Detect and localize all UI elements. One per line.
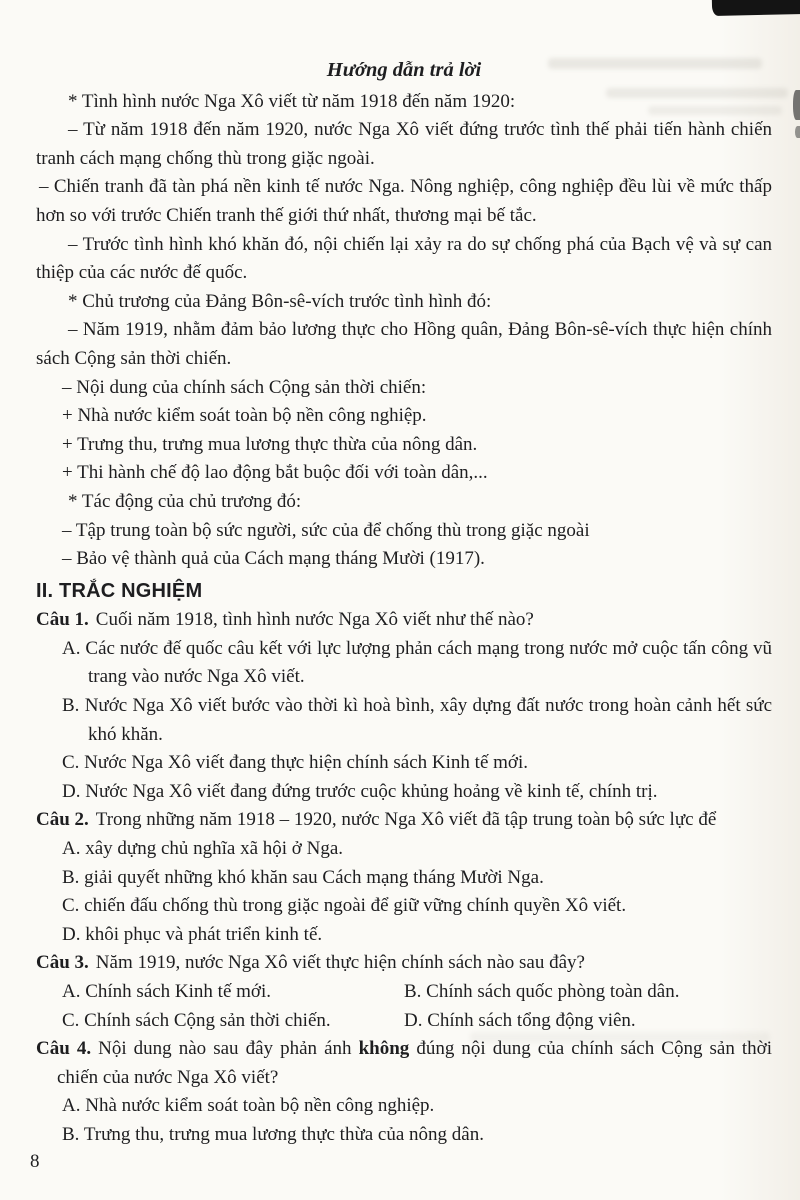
question-body: Trong những năm 1918 – 1920, nước Nga Xô viết đã tập trung toàn bộ sức lực để [95, 809, 717, 831]
guide-paragraph: * Tình hình nước Nga Xô viết từ năm 1918 đến năm 1920: [68, 90, 516, 112]
guide-paragraph: + Trưng thu, trưng mua lương thực thừa của nông dân. [62, 433, 478, 455]
answer-option: B. Chính sách quốc phòng toàn dân. [404, 981, 680, 1002]
question-text [36, 606, 772, 635]
guide-paragraph: – Chiến tranh đã tàn phá nền kinh tế nước Nga. Nông nghiệp, công nghiệp đều lùi về mức thấp hơn so với trước Chiến tranh thế giới thứ nhất, thương mại bế tắc. [36, 176, 772, 226]
question-block-4 [36, 1035, 772, 1149]
question-bold-word: không [358, 1038, 410, 1060]
guide-paragraph: + Thi hành chế độ lao động bắt buộc đối với toàn dân,... [62, 462, 488, 484]
answer-option: A. Nhà nước kiểm soát toàn bộ nền công nghiệp. [62, 1095, 435, 1117]
question-block-3 [36, 949, 772, 1035]
question-label: Câu 3. [36, 952, 89, 974]
section-heading: II. TRẮC NGHIỆM [36, 579, 203, 602]
answer-option: C. chiến đấu chống thù trong giặc ngoài để giữ vững chính quyền Xô viết. [62, 895, 627, 917]
answer-option: C. Nước Nga Xô viết đang thực hiện chính sách Kinh tế mới. [62, 752, 528, 774]
question-body: Cuối năm 1918, tình hình nước Nga Xô viết như thế nào? [95, 609, 534, 631]
answer-option: A. Chính sách Kinh tế mới. [62, 981, 271, 1002]
answer-option: A. xây dựng chủ nghĩa xã hội ở Nga. [62, 838, 344, 860]
answer-option: B. Nước Nga Xô viết bước vào thời kì hoà bình, xây dựng đất nước trong hoàn cảnh hết sức khó khăn. [62, 695, 772, 745]
guide-paragraph: – Tập trung toàn bộ sức người, sức của để chống thù trong giặc ngoài [62, 519, 590, 541]
question-body-before: Nội dung nào sau đây phản ánh [98, 1038, 359, 1060]
options-grid [36, 978, 772, 1035]
question-body-after: đúng nội dung của chính sách Cộng sản thời chiến của nước Nga Xô viết? [57, 1038, 772, 1088]
page-number: 8 [30, 1151, 40, 1172]
scan-artifact-edge [795, 126, 800, 138]
answer-option: D. Nước Nga Xô viết đang đứng trước cuộc khủng hoảng về kinh tế, chính trị. [62, 780, 658, 802]
question-text [36, 1035, 772, 1092]
page-title: Hướng dẫn trả lời [326, 59, 482, 81]
guide-paragraph: * Tác động của chủ trương đó: [68, 490, 302, 512]
answer-option: D. khôi phục và phát triển kinh tế. [62, 923, 323, 945]
answer-option: A. Các nước đế quốc câu kết với lực lượng phản cách mạng trong nước mở cuộc tấn công vũ trang vào nước Nga Xô viết. [62, 637, 772, 688]
question-text [36, 806, 772, 835]
guide-paragraph: – Nội dung của chính sách Cộng sản thời chiến: [62, 376, 427, 398]
answer-option: D. Chính sách tổng động viên. [404, 1009, 636, 1031]
guide-paragraph: – Từ năm 1918 đến năm 1920, nước Nga Xô viết đứng trước tình thế phải tiến hành chiến tranh cách mạng chống thù trong giặc ngoài. [36, 119, 772, 169]
question-block-1 [36, 606, 772, 806]
answer-option: C. Chính sách Cộng sản thời chiến. [62, 1009, 331, 1031]
question-label: Câu 4. [36, 1038, 92, 1060]
question-label: Câu 1. [36, 609, 89, 631]
guide-paragraph: – Năm 1919, nhằm đảm bảo lương thực cho Hồng quân, Đảng Bôn-sê-vích thực hiện chính sách Cộng sản thời chiến. [36, 319, 772, 369]
question-label: Câu 2. [36, 809, 89, 831]
answer-option: B. giải quyết những khó khăn sau Cách mạng tháng Mười Nga. [62, 866, 544, 888]
scan-artifact-corner [712, 0, 800, 16]
page-content [36, 56, 772, 1150]
guide-paragraph: – Trước tình hình khó khăn đó, nội chiến lại xảy ra do sự chống phá của Bạch vệ và sự can thiệp của các nước đế quốc. [36, 233, 772, 284]
guide-paragraph: + Nhà nước kiểm soát toàn bộ nền công nghiệp. [62, 405, 427, 427]
question-body: Năm 1919, nước Nga Xô viết thực hiện chính sách nào sau đây? [95, 952, 585, 974]
scan-artifact-edge [793, 90, 800, 120]
question-text [36, 949, 772, 978]
answer-option: B. Trưng thu, trưng mua lương thực thừa của nông dân. [62, 1123, 484, 1145]
question-block-2 [36, 806, 772, 949]
guide-paragraph: * Chủ trương của Đảng Bôn-sê-vích trước tình hình đó: [68, 290, 492, 312]
guide-paragraph: – Bảo vệ thành quả của Cách mạng tháng Mười (1917). [62, 548, 485, 570]
